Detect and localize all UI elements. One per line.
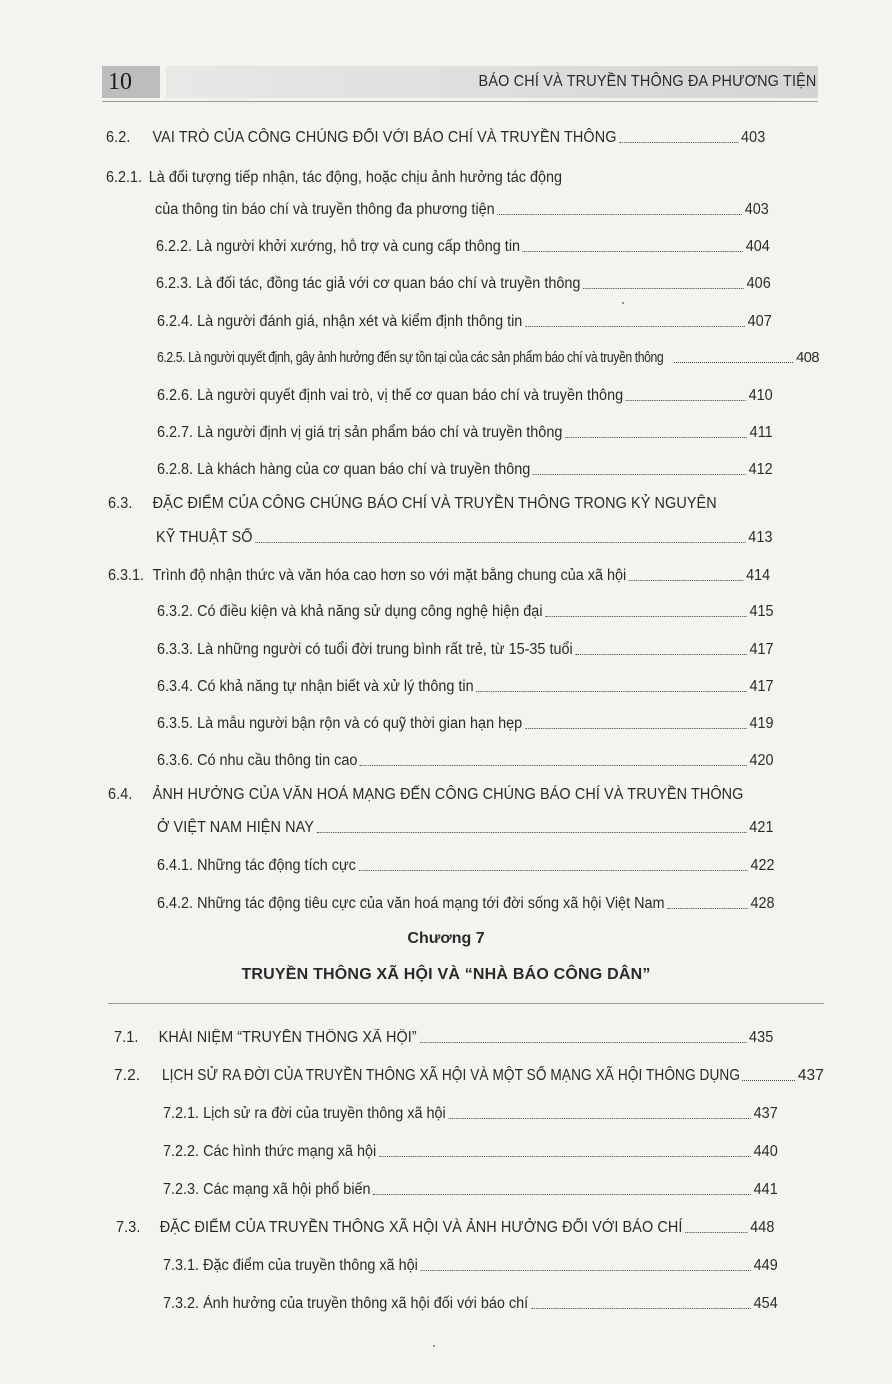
toc-leader: [255, 542, 745, 543]
toc-text: 6.2.3. Là đối tác, đồng tác giả với cơ quan báo chí và truyền thông: [156, 275, 581, 292]
toc-leader: [545, 616, 746, 617]
toc-page: 448: [750, 1219, 775, 1236]
running-header: [102, 66, 818, 98]
toc-text: ĐẶC ĐIỂM CỦA CÔNG CHÚNG BÁO CHÍ VÀ TRUYỀN THÔNG TRONG KỶ NGUYÊN: [152, 495, 717, 512]
toc-entry-6-2[interactable]: [106, 124, 765, 148]
header-rule: [102, 101, 818, 102]
toc-text: 6.2.2. Là người khởi xướng, hỗ trợ và cung cấp thông tin: [156, 238, 521, 255]
toc-entry-6-2-7[interactable]: [157, 419, 773, 443]
chapter-label: Chương 7: [407, 930, 485, 947]
toc-entry-6-3-2[interactable]: [157, 598, 774, 622]
toc-page: 403: [744, 201, 769, 218]
toc-page: 420: [749, 752, 774, 769]
toc-text: 7.2.2. Các hình thức mạng xã hội: [163, 1143, 377, 1160]
toc-entry-6-3-4[interactable]: [157, 673, 774, 697]
toc-entry-6-3-5[interactable]: [157, 710, 774, 734]
toc-text: Trình độ nhận thức và văn hóa cao hơn so với mặt bằng chung của xã hội: [152, 567, 627, 584]
toc-number: 6.2.1.: [106, 169, 143, 186]
toc-page: 421: [749, 819, 774, 836]
toc-page: 408: [796, 350, 819, 366]
toc-text: 6.4.1. Những tác động tích cực: [157, 857, 356, 874]
toc-page: 435: [749, 1029, 774, 1046]
toc-page: 449: [753, 1257, 778, 1274]
toc-entry-6-2-2[interactable]: [156, 233, 770, 257]
toc-leader: [533, 474, 746, 475]
toc-entry-6-2-8[interactable]: [157, 456, 773, 480]
toc-leader: [421, 1270, 751, 1271]
toc-entry-7-2[interactable]: [114, 1062, 824, 1086]
toc-entry-7-3-1[interactable]: [163, 1252, 778, 1276]
toc-page: 415: [749, 603, 774, 620]
toc-text: 6.2.8. Là khách hàng của cơ quan báo chí và truyền thông: [157, 461, 531, 478]
toc-text: 6.2.6. Là người quyết định vai trò, vị thế cơ quan báo chí và truyền thông: [157, 387, 624, 404]
toc-entry-7-3[interactable]: [116, 1214, 774, 1238]
toc-leader: [685, 1232, 747, 1233]
toc-leader: [525, 326, 745, 327]
toc-leader: [317, 832, 747, 833]
toc-leader: [667, 908, 747, 909]
toc-text: 6.2.4. Là người đánh giá, nhận xét và kiểm định thông tin: [157, 313, 523, 330]
toc-text: LỊCH SỬ RA ĐỜI CỦA TRUYỀN THÔNG XÃ HỘI VÀ MỘT SỐ MẠNG XÃ HỘI THÔNG DỤNG: [162, 1067, 741, 1084]
toc-page: 404: [745, 238, 770, 255]
toc-entry-6-4-continued[interactable]: [157, 814, 774, 838]
toc-text: VAI TRÒ CỦA CÔNG CHÚNG ĐỐI VỚI BÁO CHÍ VÀ TRUYỀN THÔNG: [152, 129, 617, 146]
toc-text: 6.3.6. Có nhu cầu thông tin cao: [157, 752, 358, 769]
toc-text: 6.3.5. Là mẫu người bận rộn và có quỹ thời gian hạn hẹp: [157, 715, 523, 732]
toc-leader: [626, 400, 746, 401]
toc-text: 6.3.4. Có khả năng tự nhận biết và xử lý thông tin: [157, 678, 474, 695]
toc-entry-6-2-1-continued[interactable]: [155, 196, 769, 220]
toc-page: 407: [747, 313, 772, 330]
chapter-rule: [108, 1003, 824, 1004]
toc-page: 441: [753, 1181, 778, 1198]
toc-text: 6.3.2. Có điều kiện và khả năng sử dụng công nghệ hiện đại: [157, 603, 543, 620]
toc-entry-6-2-1[interactable]: [106, 168, 562, 188]
toc-entry-6-3-continued[interactable]: [156, 524, 773, 548]
toc-page: 403: [741, 129, 766, 146]
toc-number: 7.3.: [116, 1219, 141, 1236]
toc-page: 417: [749, 678, 774, 695]
toc-entry-6-3[interactable]: [108, 494, 717, 514]
toc-leader: [629, 580, 743, 581]
toc-leader: [373, 1194, 751, 1195]
toc-entry-7-3-2[interactable]: [163, 1290, 778, 1314]
toc-page: 414: [746, 567, 771, 584]
toc-text: ẢNH HƯỞNG CỦA VĂN HOÁ MẠNG ĐẾN CÔNG CHÚNG BÁO CHÍ VÀ TRUYỀN THÔNG: [152, 786, 744, 803]
toc-text: ĐẶC ĐIỂM CỦA TRUYỀN THÔNG XÃ HỘI VÀ ẢNH HƯỞNG ĐỐI VỚI BÁO CHÍ: [159, 1219, 683, 1236]
toc-leader: [583, 288, 744, 289]
toc-text: KỸ THUẬT SỐ: [156, 529, 253, 546]
toc-number: 6.4.: [108, 786, 133, 803]
toc-number: 7.2.: [114, 1067, 141, 1084]
toc-text: 7.2.3. Các mạng xã hội phổ biến: [163, 1181, 371, 1198]
toc-text: của thông tin báo chí và truyền thông đa phương tiện: [155, 201, 495, 218]
toc-page: 440: [753, 1143, 778, 1160]
toc-text: 7.3.2. Ảnh hưởng của truyền thông xã hội đối với báo chí: [163, 1295, 529, 1312]
toc-page: 410: [748, 387, 773, 404]
toc-entry-6-4[interactable]: [108, 785, 743, 805]
toc-entry-7-1[interactable]: [114, 1024, 773, 1048]
toc-entry-6-3-1[interactable]: [108, 562, 770, 586]
toc-page: 419: [749, 715, 774, 732]
toc-leader: [523, 251, 743, 252]
paper-speck: [433, 1345, 435, 1347]
toc-text: KHÁI NIỆM “TRUYỀN THÔNG XÃ HỘI”: [158, 1029, 417, 1046]
toc-page: 417: [749, 641, 774, 658]
toc-entry-6-3-6[interactable]: [157, 747, 774, 771]
toc-number: 7.1.: [114, 1029, 139, 1046]
toc-leader: [525, 728, 747, 729]
toc-page: 437: [753, 1105, 778, 1122]
toc-leader: [531, 1308, 751, 1309]
toc-page: 406: [746, 275, 771, 292]
page-number: 10: [102, 66, 160, 98]
toc-page: 413: [748, 529, 773, 546]
toc-leader: [476, 691, 746, 692]
running-title: BÁO CHÍ VÀ TRUYỀN THÔNG ĐA PHƯƠNG TIỆN: [478, 73, 816, 90]
toc-number: 6.3.: [108, 495, 133, 512]
toc-leader: [379, 1156, 751, 1157]
toc-page: 437: [797, 1067, 824, 1084]
toc-entry-7-2-1[interactable]: [163, 1100, 778, 1124]
toc-number: 6.3.1.: [108, 567, 145, 584]
toc-text: 6.4.2. Những tác động tiêu cực của văn hoá mạng tới đời sống xã hội Việt Nam: [157, 895, 665, 912]
toc-entry-6-4-1[interactable]: [157, 852, 775, 876]
toc-entry-7-2-2[interactable]: [163, 1138, 778, 1162]
toc-entry-6-4-2[interactable]: [157, 890, 775, 914]
toc-text: Ở VIỆT NAM HIỆN NAY: [157, 819, 314, 836]
toc-text: 7.3.1. Đặc điểm của truyền thông xã hội: [163, 1257, 418, 1274]
toc-number: 6.2.: [106, 129, 131, 146]
toc-text: 6.2.7. Là người định vị giá trị sản phẩm báo chí và truyền thông: [157, 424, 563, 441]
header-band: [166, 66, 818, 98]
toc-page: 422: [750, 857, 775, 874]
paper-speck: [622, 302, 624, 304]
toc-text: Là đối tượng tiếp nhận, tác động, hoặc chịu ảnh hưởng tác động: [148, 169, 563, 186]
toc-leader: [449, 1118, 751, 1119]
toc-leader: [497, 214, 741, 215]
toc-entry-6-2-6[interactable]: [157, 382, 773, 406]
toc-leader: [565, 437, 747, 438]
toc-page: 454: [753, 1295, 778, 1312]
toc-entry-6-2-4[interactable]: [157, 308, 772, 332]
toc-leader: [359, 870, 748, 871]
toc-text: 6.2.5. Là người quyết định, gây ảnh hưởng đến sự tồn tại của các sản phẩm báo chí và truyền thông: [157, 350, 664, 366]
chapter-title: TRUYỀN THÔNG XÃ HỘI VÀ “NHÀ BÁO CÔNG DÂN”: [241, 966, 651, 983]
toc-page: 412: [748, 461, 773, 478]
toc-leader: [742, 1080, 795, 1081]
toc-entry-7-2-3[interactable]: [163, 1176, 778, 1200]
toc-leader: [619, 142, 738, 143]
toc-leader: [674, 362, 793, 363]
toc-entry-6-2-3[interactable]: [156, 270, 771, 294]
toc-text: 6.3.3. Là những người có tuổi đời trung bình rất trẻ, từ 15-35 tuổi: [157, 641, 573, 658]
toc-leader: [575, 654, 746, 655]
toc-page: 428: [750, 895, 775, 912]
toc-leader: [360, 765, 747, 766]
toc-page: 411: [749, 424, 773, 441]
toc-entry-6-3-3[interactable]: [157, 636, 774, 660]
toc-text: 7.2.1. Lịch sử ra đời của truyền thông xã hội: [163, 1105, 446, 1122]
toc-entry-6-2-5[interactable]: [157, 344, 819, 368]
toc-leader: [420, 1042, 747, 1043]
